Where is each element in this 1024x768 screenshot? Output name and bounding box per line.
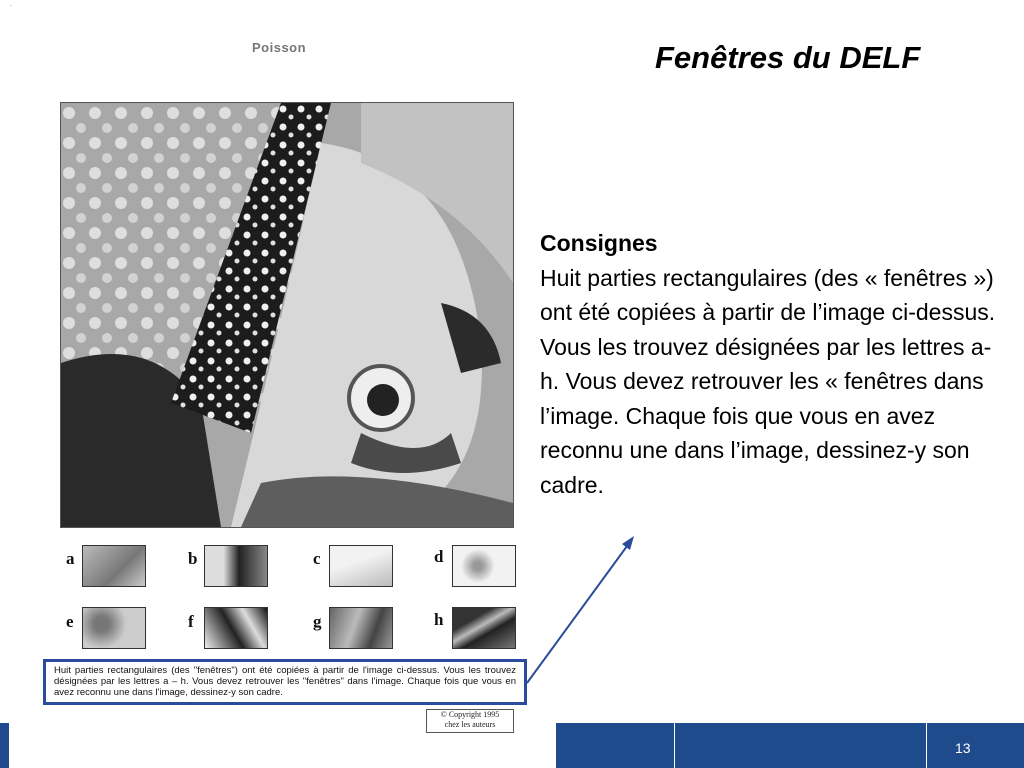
page-number: 13 (955, 740, 971, 756)
window-label-a: a (66, 549, 75, 568)
window-crop-b (204, 545, 268, 587)
scan-caption-box (43, 659, 527, 705)
fish-illustration (61, 103, 513, 527)
window-crop-c (329, 545, 393, 587)
window-crop-a (82, 545, 146, 587)
window-label-f: f (188, 612, 194, 631)
instructions-block (540, 226, 1010, 502)
copyright-line-2: chez les auteurs (444, 720, 496, 729)
slide-title: Fenêtres du DELF (655, 40, 921, 75)
instructions-heading: Consignes (540, 230, 658, 256)
window-crop-d (452, 545, 516, 587)
window-label-g: g (313, 612, 322, 631)
fish-image (60, 102, 514, 528)
window-label-e: e (66, 612, 74, 631)
window-label-d: d (434, 547, 444, 566)
scan-caption-text: Huit parties rectangulaires (des "fenêtres") ont été copiées à partir de l'image ci-dessus. Vous les trouvez désignées par les lettres a – h. Vous devez retrouver les "fenêtres" dans l'image. Chaque fois que vous en avez reconnu une dans l'image, dessinez-y son cadre. (54, 665, 516, 698)
copyright-line-1: © Copyright 1995 (440, 710, 500, 719)
window-crop-h (452, 607, 516, 649)
window-crop-g (329, 607, 393, 649)
window-crop-f (204, 607, 268, 649)
window-label-b: b (188, 549, 198, 568)
footer-divider (674, 723, 675, 768)
image-subtitle: Poisson (252, 40, 307, 55)
footer-divider (926, 723, 927, 768)
footer-bar (556, 723, 1024, 768)
window-label-h: h (434, 610, 444, 629)
copyright-box (426, 709, 514, 733)
instructions-body: Huit parties rectangulaires (des « fenêtres ») ont été copiées à partir de l’image ci-dessus. Vous les trouvez désignées par les lettres a-h. Vous devez retrouver les « fenêtres dans l’image. Chaque fois que vous en avez reconnu une dans l’image, dessinez-y son cadre. (540, 264, 996, 498)
window-label-c: c (313, 549, 321, 568)
footer-bar-left (0, 723, 9, 768)
window-crop-e (82, 607, 146, 649)
corner-mark: . (10, 2, 12, 8)
